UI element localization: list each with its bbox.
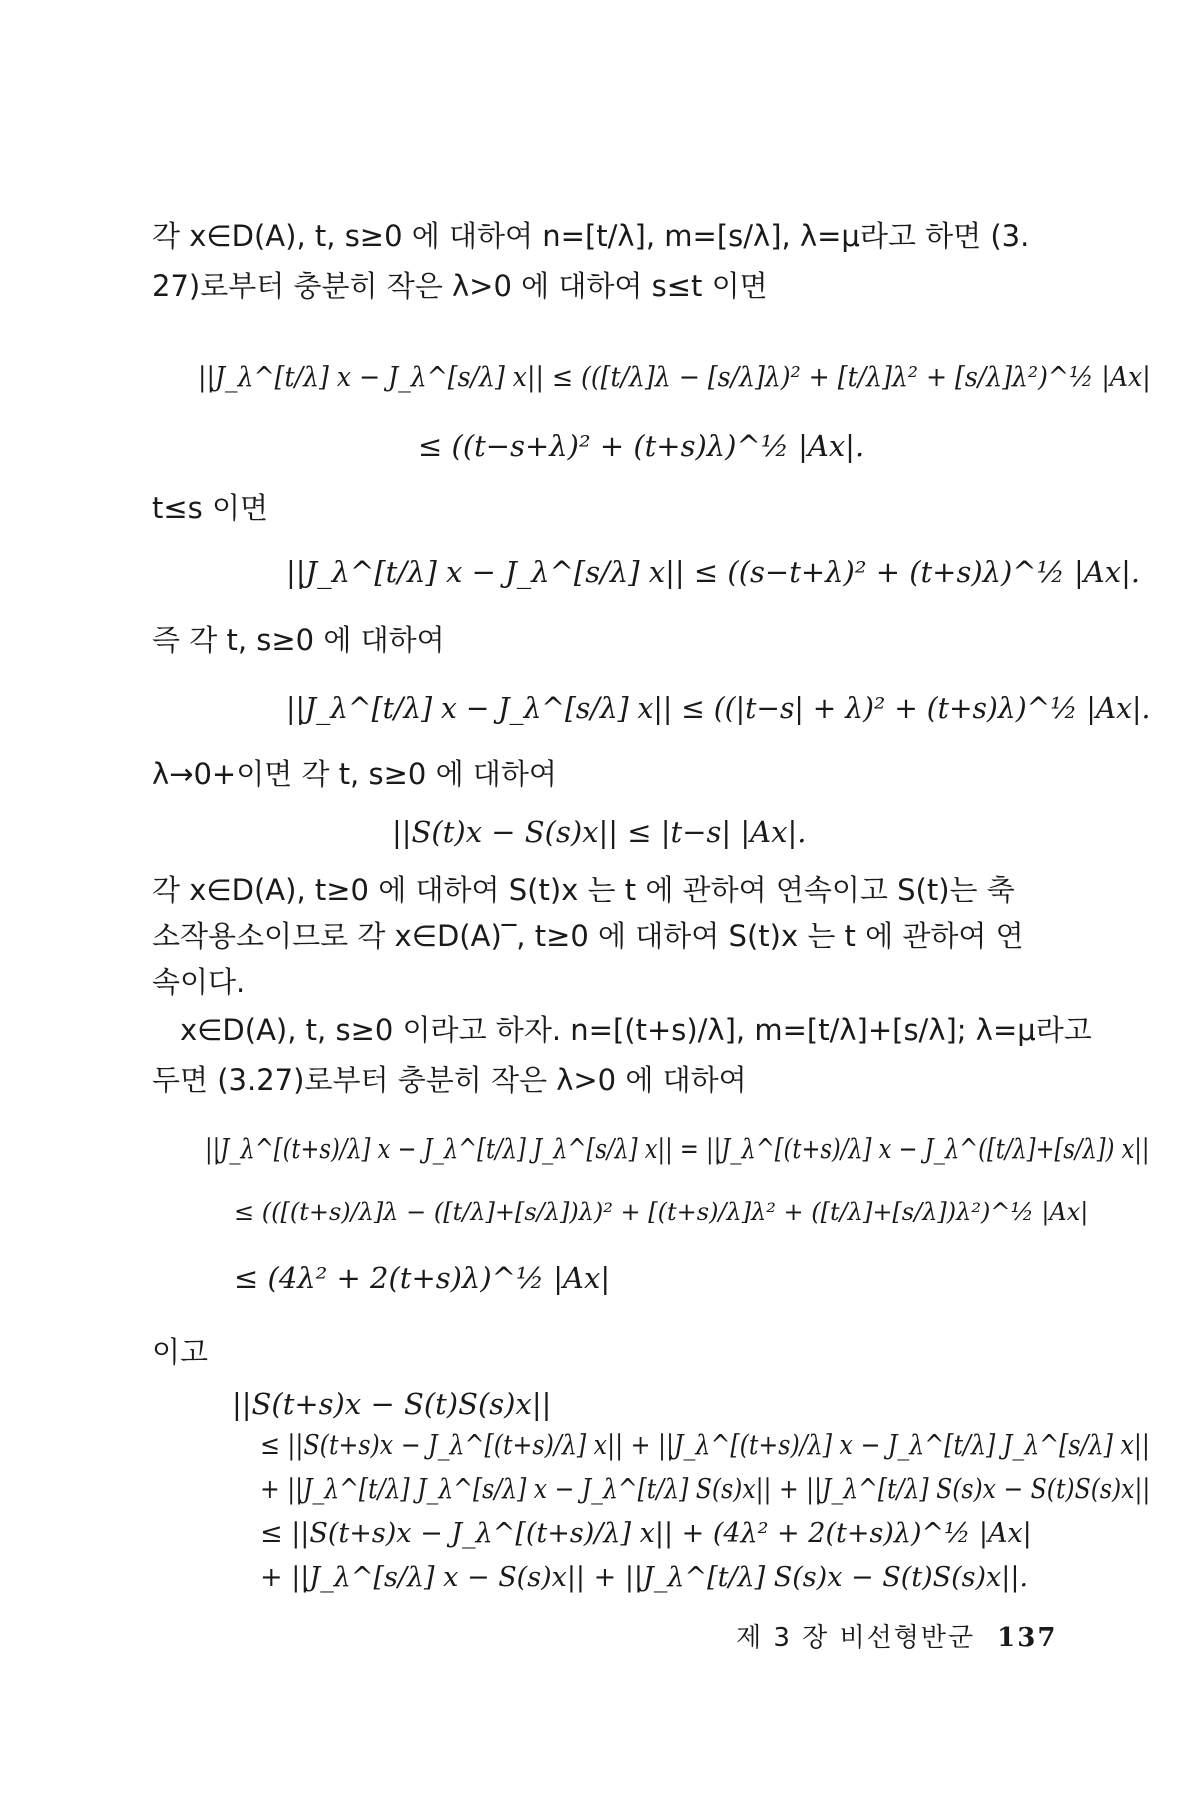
equation-5: ||J_λ^[(t+s)/λ] x − J_λ^[t/λ] J_λ^[s/λ] x|| = ||J_λ^[(t+s)/λ] x − J_λ^([t/λ]+[s/λ]) x|| (205, 1134, 1150, 1165)
equation-5-continued: ≤ (([(t+s)/λ]λ − ([t/λ]+[s/λ])λ)² + [(t+s)/λ]λ² + ([t/λ]+[s/λ])λ²)^½ |Ax| (234, 1198, 1089, 1226)
text-line-11: 이고 (152, 1335, 209, 1369)
equation-1-continued: ≤ ((t−s+λ)² + (t+s)λ)^½ |Ax|. (418, 429, 865, 463)
equation-6-line-4: ≤ ||S(t+s)x − J_λ^[(t+s)/λ] x|| + (4λ² + 2(t+s)λ)^½ |Ax| (260, 1518, 1032, 1549)
equation-1: ||J_λ^[t/λ] x − J_λ^[s/λ] x|| ≤ (([t/λ]λ − [s/λ]λ)² + [t/λ]λ² + [s/λ]λ²)^½ |Ax| (198, 362, 1151, 393)
text-line-7: 소작용소이므로 각 x∈D(A)‾, t≥0 에 대하여 S(t)x 는 t 에 관하여 연 (152, 919, 1024, 953)
equation-4: ||S(t)x − S(s)x|| ≤ |t−s| |Ax|. (392, 815, 807, 849)
equation-6: ||S(t+s)x − S(t)S(s)x|| (232, 1387, 552, 1421)
equation-6-line-5: + ||J_λ^[s/λ] x − S(s)x|| + ||J_λ^[t/λ] S(s)x − S(t)S(s)x||. (260, 1562, 1029, 1593)
equation-6-line-3: + ||J_λ^[t/λ] J_λ^[s/λ] x − J_λ^[t/λ] S(s)x|| + ||J_λ^[t/λ] S(s)x − S(t)S(s)x|| (260, 1474, 1151, 1505)
page-number: 137 (997, 1623, 1058, 1653)
text-line-8: 속이다. (152, 965, 246, 999)
equation-3: ||J_λ^[t/λ] x − J_λ^[s/λ] x|| ≤ ((|t−s| + λ)² + (t+s)λ)^½ |Ax|. (286, 691, 1151, 725)
text-line-3: t≤s 이면 (152, 491, 269, 525)
text-line-9: x∈D(A), t, s≥0 이라고 하자. n=[(t+s)/λ], m=[t/λ]+[s/λ]; λ=μ라고 (180, 1013, 1092, 1047)
text-line-1: 각 x∈D(A), t, s≥0 에 대하여 n=[t/λ], m=[s/λ], λ=μ라고 하면 (3. (152, 219, 1030, 253)
text-line-2: 27)로부터 충분히 작은 λ>0 에 대하여 s≤t 이면 (152, 269, 768, 303)
text-line-5: λ→0+이면 각 t, s≥0 에 대하여 (152, 757, 557, 791)
text-line-10: 두면 (3.27)로부터 충분히 작은 λ>0 에 대하여 (152, 1063, 747, 1097)
equation-5-final: ≤ (4λ² + 2(t+s)λ)^½ |Ax| (234, 1261, 611, 1295)
equation-2: ||J_λ^[t/λ] x − J_λ^[s/λ] x|| ≤ ((s−t+λ)² + (t+s)λ)^½ |Ax|. (286, 555, 1141, 589)
equation-6-line-2: ≤ ||S(t+s)x − J_λ^[(t+s)/λ] x|| + ||J_λ^[(t+s)/λ] x − J_λ^[t/λ] J_λ^[s/λ] x|| (260, 1430, 1150, 1461)
text-line-6: 각 x∈D(A), t≥0 에 대하여 S(t)x 는 t 에 관하여 연속이고 S(t)는 축 (152, 873, 1015, 907)
chapter-title: 제 3 장 비선형반군 (736, 1623, 976, 1653)
page-footer (736, 1617, 1057, 1654)
text-line-4: 즉 각 t, s≥0 에 대하여 (152, 623, 445, 657)
